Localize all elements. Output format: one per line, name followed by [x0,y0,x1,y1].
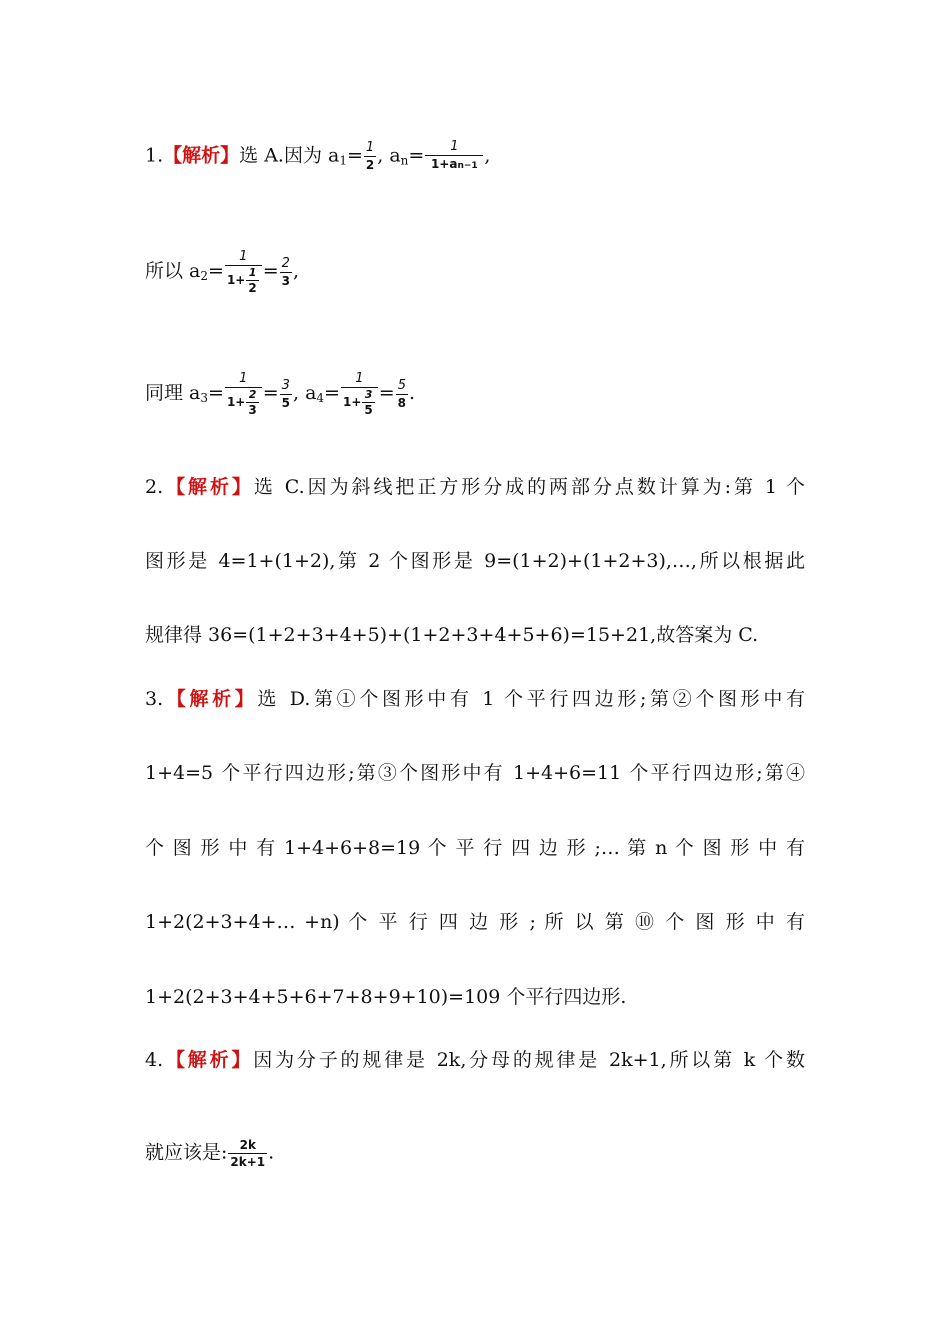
denominator-subscript: n−1 [457,161,478,171]
item-number: 2. [145,476,164,498]
item-4-line-2 [145,1138,274,1169]
fraction-an [425,140,483,173]
text: = [346,144,363,167]
nested-fraction [246,267,258,294]
denominator: 8 [397,395,407,410]
text: = [262,382,279,404]
item-number: 4. [145,1049,164,1071]
text: = [408,144,425,167]
text: = [324,382,340,404]
numerator: 1 [246,267,258,281]
subscript: 2 [200,269,209,283]
denominator [225,388,262,416]
text: 同理 a [145,382,201,404]
item-number: 1. [145,144,164,167]
fraction-a4-result [396,379,408,410]
subscript: 4 [316,391,325,405]
subscript: 3 [200,391,209,405]
nested-fraction [362,389,374,416]
denominator: 2 [365,158,375,172]
numerator: 1 [425,140,483,156]
item-2-line-1 [145,474,805,500]
fraction-a4 [341,372,378,416]
text: 因为分子的规律是 2k,分母的规律是 2k+1,所以第 k 个数 [253,1049,805,1071]
denominator: 5 [281,395,290,410]
denominator-base: 1+a [430,157,458,171]
analysis-tag: 【解析】 [163,1049,254,1071]
numerator: 1 [364,141,376,157]
denominator: 2k+1 [230,1155,266,1169]
item-3-line-5: 1+2(2+3+4+5+6+7+8+9+10)=109 个平行四边形. [145,986,627,1008]
text: = [378,382,395,404]
text: 选 A.因为 a [239,144,340,167]
item-1-line-2 [145,250,299,294]
analysis-tag: 【解析】 [163,688,258,710]
denominator: 3 [281,273,290,288]
text: , [292,260,300,282]
numerator: 1 [341,372,378,388]
item-3-line-1 [145,686,805,712]
numerator: 2 [246,389,258,403]
text: = [262,260,279,282]
denominator: 5 [364,403,373,417]
numerator: 2 [280,257,292,273]
item-3-line-3: 个 图 形 中 有 1+4+6+8=19 个 平 行 四 边 形 ;… 第 n 个 图 形 中 有 [145,837,805,859]
denominator [225,266,262,294]
den-prefix: 1+ [226,395,246,409]
text: . [409,382,416,404]
item-2-line-2: 图形是 4=1+(1+2),第 2 个图形是 9=(1+2)+(1+2+3),…,所以根据此 [145,550,805,572]
denominator: 2 [248,281,257,295]
den-prefix: 1+ [342,395,362,409]
item-1-line-3 [145,372,415,416]
fraction-a2 [225,250,262,294]
fraction-a3 [225,372,262,416]
text: 所以 a [145,260,201,282]
text: = [208,382,224,404]
fraction-a3-result [280,379,292,410]
analysis-tag: 【解析】 [163,144,240,167]
numerator: 1 [225,250,262,266]
text: , a [292,382,317,404]
item-number: 3. [145,688,164,710]
item-3-line-4: 1+2(2+3+4+… +n) 个 平 行 四 边 形 ; 所 以 第 ⑩ 个 图 形 中 有 [145,911,805,933]
numerator: 3 [362,389,374,403]
analysis-tag: 【解析】 [163,476,254,498]
text: 选 C.因为斜线把正方形分成的两部分点数计算为:第 1 个 [253,476,805,498]
item-2-line-3: 规律得 36=(1+2+3+4+5)+(1+2+3+4+5+6)=15+21,故答案为 C. [145,624,759,646]
denominator [425,156,483,173]
denominator [341,388,378,416]
numerator: 3 [280,379,292,395]
numerator: 1 [225,372,262,388]
text: . [268,1141,275,1164]
item-4-line-1 [145,1047,805,1073]
item-1-line-1 [145,140,490,174]
numerator: 2k [228,1138,267,1154]
subscript: n [400,153,409,168]
fraction-answer [228,1138,267,1169]
text: = [208,260,224,282]
numerator: 5 [396,379,408,395]
subscript: 1 [339,153,347,168]
text: 选 D.第①个图形中有 1 个平行四边形;第②个图形中有 [257,688,805,710]
text: 就应该是: [145,1141,228,1164]
nested-fraction [246,389,258,416]
denominator: 3 [248,403,257,417]
text: , a [377,144,401,167]
item-3-line-2: 1+4=5 个平行四边形;第③个图形中有 1+4+6=11 个平行四边形;第④ [145,762,805,784]
fraction-a2-result [280,257,292,288]
text: , [484,144,491,167]
den-prefix: 1+ [226,273,246,287]
fraction-a1 [364,141,376,172]
